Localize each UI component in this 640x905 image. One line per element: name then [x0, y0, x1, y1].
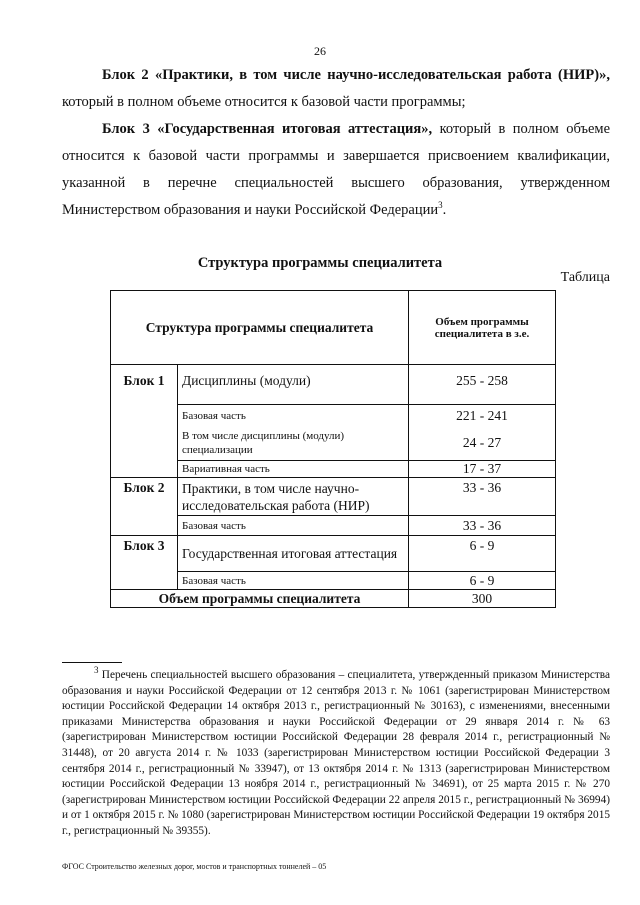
program-structure-table — [110, 290, 556, 608]
table-row — [111, 461, 556, 478]
item-cell: Вариативная часть — [178, 461, 409, 478]
header-volume: Объем программы специалитета в з.е. — [409, 291, 556, 365]
block2-paragraph — [62, 62, 610, 116]
table-row — [111, 427, 556, 461]
page-footer: ФГОС Строительство железных дорог, мостов и транспортных тоннелей – 05 — [62, 862, 327, 871]
value-cell: 33 - 36 — [409, 516, 556, 536]
block3-rest: который в полном объеме относится к базовой части программы и завершается присвоением квалификации, указанной в перечне специальностей высшего образования, утвержденном Министерством образования и науки Российской Федерации — [62, 121, 611, 218]
item-cell: Базовая часть — [178, 572, 409, 590]
block2-lead: Блок 2 «Практики, в том числе научно-исследовательская работа (НИР)», — [102, 67, 610, 83]
table-row — [111, 365, 556, 405]
total-label: Объем программы специалитета — [111, 590, 409, 608]
value-cell: 255 - 258 — [409, 365, 556, 405]
table-row — [111, 478, 556, 516]
block3-lead: Блок 3 «Государственная итоговая аттестация», — [102, 121, 433, 137]
item-cell: Базовая часть — [178, 405, 409, 427]
item-cell: Дисциплины (модули) — [178, 365, 409, 405]
item-cell: Базовая часть — [178, 516, 409, 536]
table-title: Структура программы специалитета — [197, 255, 443, 271]
page-number: 26 — [314, 44, 326, 58]
value-cell: 6 - 9 — [409, 572, 556, 590]
value-cell: 6 - 9 — [409, 536, 556, 572]
footnote-divider — [62, 662, 122, 663]
value-cell: 33 - 36 — [409, 478, 556, 516]
table-label: Таблица — [560, 270, 610, 285]
table-row — [111, 536, 556, 572]
footnote — [62, 665, 610, 840]
item-cell: Практики, в том числе научно-исследовательская работа (НИР) — [178, 478, 409, 516]
block2-rest: который в полном объеме относится к базовой части программы; — [62, 94, 466, 110]
table-header-row — [111, 291, 556, 365]
item-cell: В том числе дисциплины (модули) специализации — [178, 427, 409, 461]
block3-paragraph — [62, 116, 610, 224]
total-value: 300 — [409, 590, 556, 608]
footnote-number: 3 — [94, 665, 99, 676]
value-cell: 17 - 37 — [409, 461, 556, 478]
table-row — [111, 516, 556, 536]
value-cell: 24 - 27 — [409, 427, 556, 461]
value-cell: 221 - 241 — [409, 405, 556, 427]
footnote-ref[interactable]: 3 — [438, 200, 443, 211]
block-cell: Блок 2 — [111, 478, 178, 536]
table-total-row — [111, 590, 556, 608]
block-cell: Блок 1 — [111, 365, 178, 478]
header-structure: Структура программы специалитета — [111, 291, 409, 365]
item-cell: Государственная итоговая аттестация — [178, 536, 409, 572]
block3-end: . — [442, 202, 447, 218]
table-row — [111, 572, 556, 590]
table-row — [111, 405, 556, 427]
footnote-text: Перечень специальностей высшего образования – специалитета, утвержденный приказом Министерства образования и науки Российской Федерации от 12 сентября 2013 г. № 1061 (зарегистрирован Министерством юстиции Российской Федерации 14 октября 2013 г., регистрационный № 30163), с изменениями, внесенными приказами Министерства образования и науки Российской Федерации от 29 января 2014 г. № 63 (зарегистрирован Министерством юстиции Российской Федерации 28 февраля 2014 г., регистрационный № 31448), от 20 августа 2014 г. № 1033 (зарегистрирован Министерством юстиции Российской Федерации 3 сентября 2014 г., регистрационный № 33947), от 13 октября 2014 г. № 1313 (зарегистрирован Министерством юстиции Российской Федерации 13 ноября 2014 г., регистрационный № 34691), от 25 марта 2015 г. № 270 (зарегистрирован Министерством юстиции Российской Федерации 22 апреля 2015 г., регистрационный № 36994) и от 1 октября 2015 г. № 1080 (зарегистрирован Министерством юстиции Российской Федерации 19 октября 2015 г., регистрационный № 39355). — [62, 669, 610, 837]
block-cell: Блок 3 — [111, 536, 178, 590]
